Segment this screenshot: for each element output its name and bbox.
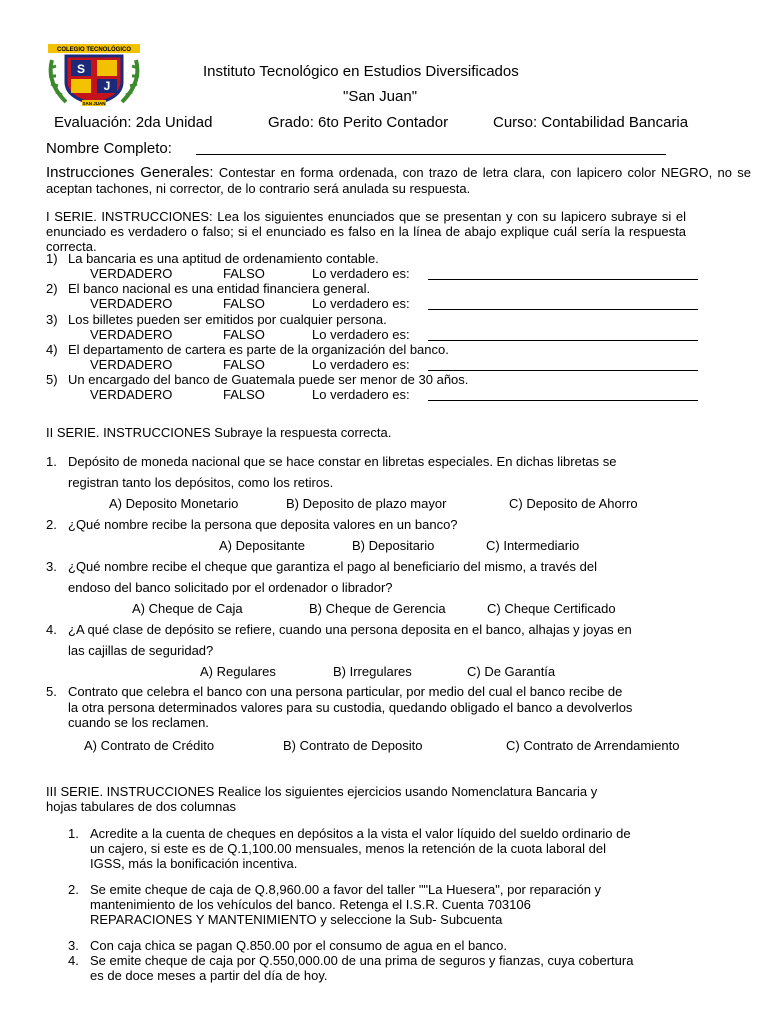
option-c[interactable]: C) Deposito de Ahorro: [509, 496, 638, 511]
serie1-item-num: 5): [46, 372, 58, 387]
true-option[interactable]: VERDADERO: [90, 357, 173, 372]
false-option[interactable]: FALSO: [223, 266, 265, 281]
svg-text:J: J: [103, 79, 111, 93]
institute-title: Instituto Tecnológico en Estudios Diversificados: [203, 63, 519, 80]
exercise-num: 3.: [68, 938, 79, 953]
serie3-instructions: hojas tabulares de dos columnas: [46, 799, 237, 814]
general-instructions: [46, 165, 751, 197]
serie1-item-text: La bancaria es una aptitud de ordenamiento contable.: [68, 251, 379, 266]
option-a[interactable]: A) Deposito Monetario: [109, 496, 239, 511]
option-b[interactable]: B) Cheque de Gerencia: [309, 601, 446, 616]
evaluation-label: Evaluación: 2da Unidad: [54, 114, 213, 131]
correct-answer-blank[interactable]: [428, 279, 698, 280]
true-option[interactable]: VERDADERO: [90, 266, 173, 281]
option-a[interactable]: A) Cheque de Caja: [132, 601, 243, 616]
option-b[interactable]: B) Contrato de Deposito: [283, 738, 423, 753]
option-b[interactable]: B) Irregulares: [333, 664, 412, 679]
serie1-item-text: El banco nacional es una entidad financiera general.: [68, 281, 371, 296]
question-text: cuando se los reclamen.: [68, 715, 209, 730]
false-option[interactable]: FALSO: [223, 357, 265, 372]
serie2-instructions: II SERIE. INSTRUCCIONES Subraye la respuesta correcta.: [46, 425, 392, 440]
question-num: 5.: [46, 684, 57, 699]
question-num: 2.: [46, 517, 57, 532]
exercise-text: mantenimiento de los vehículos del banco. Retenga el I.S.R. Cuenta 703106: [90, 897, 531, 912]
question-text: Depósito de moneda nacional que se hace constar en libretas especiales. En dichas libretas se: [68, 454, 617, 469]
svg-text:S: S: [76, 62, 86, 76]
false-option[interactable]: FALSO: [223, 296, 265, 311]
question-text: registran tanto los depósitos, como los retiros.: [68, 475, 334, 490]
exercise-text: Se emite cheque de caja de Q.8,960.00 a favor del taller ""La Huesera", por reparación y: [90, 882, 602, 897]
serie1-item-num: 3): [46, 312, 58, 327]
serie1-item-text: Los billetes pueden ser emitidos por cualquier persona.: [68, 312, 387, 327]
option-a[interactable]: A) Contrato de Crédito: [84, 738, 215, 753]
exercise-text: IGSS, más la bonificación incentiva.: [90, 856, 298, 871]
exercise-num: 4.: [68, 953, 79, 968]
serie1-item-num: 4): [46, 342, 58, 357]
serie3-instructions: III SERIE. INSTRUCCIONES Realice los siguientes ejercicios usando Nomenclatura Bancaria y: [46, 784, 598, 799]
correct-answer-blank[interactable]: [428, 340, 698, 341]
school-crest-logo: [44, 42, 144, 108]
exercise-num: 1.: [68, 826, 79, 841]
option-c[interactable]: C) Cheque Certificado: [487, 601, 616, 616]
logo-banner-text: COLEGIO TECNOLÓGICO: [56, 47, 132, 53]
question-text: endoso del banco solicitado por el ordenador o librador?: [68, 580, 393, 595]
option-c[interactable]: C) De Garantía: [467, 664, 556, 679]
false-option[interactable]: FALSO: [223, 327, 265, 342]
serie1-item-text: El departamento de cartera es parte de la organización del banco.: [68, 342, 449, 357]
true-option[interactable]: VERDADERO: [90, 327, 173, 342]
serie1-instructions: I SERIE. INSTRUCCIONES: Lea los siguientes enunciados que se presentan y con su lapicero subraye si el enunciado es verdadero o falso; si el enunciado es falso en la línea de abajo explique cuál sería la respuesta correcta.: [46, 209, 686, 254]
exercise-text: un cajero, si este es de Q.1,100.00 mensuales, menos la retención de la cuota laboral del: [90, 841, 606, 856]
serie1-item-text: Un encargado del banco de Guatemala puede ser menor de 30 años.: [68, 372, 469, 387]
question-num: 3.: [46, 559, 57, 574]
question-text: ¿Qué nombre recibe la persona que deposita valores en un banco?: [68, 517, 458, 532]
exercise-text: Con caja chica se pagan Q.850.00 por el consumo de agua en el banco.: [90, 938, 508, 953]
option-a[interactable]: A) Depositante: [219, 538, 305, 553]
option-c[interactable]: C) Intermediario: [486, 538, 580, 553]
option-b[interactable]: B) Depositario: [352, 538, 435, 553]
correct-answer-label: Lo verdadero es:: [312, 357, 410, 372]
option-b[interactable]: B) Deposito de plazo mayor: [286, 496, 447, 511]
correct-answer-label: Lo verdadero es:: [312, 387, 410, 402]
serie1-item-num: 1): [46, 251, 58, 266]
correct-answer-blank[interactable]: [428, 309, 698, 310]
exercise-text: Se emite cheque de caja por Q.550,000.00 de una prima de seguros y fianzas, cuya cobertura: [90, 953, 634, 968]
school-name: "San Juan": [343, 88, 418, 105]
correct-answer-blank[interactable]: [428, 400, 698, 401]
full-name-blank[interactable]: [196, 154, 666, 155]
course-label: Curso: Contabilidad Bancaria: [493, 114, 689, 131]
option-a[interactable]: A) Regulares: [200, 664, 276, 679]
correct-answer-label: Lo verdadero es:: [312, 266, 410, 281]
question-num: 1.: [46, 454, 57, 469]
question-text: Contrato que celebra el banco con una persona particular, por medio del cual el banco recibe de: [68, 684, 623, 699]
general-instructions-text: Contestar en forma ordenada, con trazo de letra clara, con lapicero color NEGRO, no se aceptan tachones, ni corrector, de lo contrario será anulada su respuesta.: [46, 165, 751, 196]
true-option[interactable]: VERDADERO: [90, 387, 173, 402]
question-text: ¿Qué nombre recibe el cheque que garantiza el pago al beneficiario del mismo, a través del: [68, 559, 597, 574]
question-num: 4.: [46, 622, 57, 637]
question-text: la otra persona determinados valores para su custodia, quedando obligado el banco a devolverlos: [68, 700, 633, 715]
true-option[interactable]: VERDADERO: [90, 296, 173, 311]
exercise-text: es de doce meses a partir del día de hoy.: [90, 968, 328, 983]
exercise-text: Acredite a la cuenta de cheques en depósitos a la vista el valor líquido del sueldo ordinario de: [90, 826, 631, 841]
grade-label: Grado: 6to Perito Contador: [268, 114, 449, 131]
correct-answer-blank[interactable]: [428, 370, 698, 371]
general-instructions-label: Instrucciones Generales:: [46, 164, 214, 181]
option-c[interactable]: C) Contrato de Arrendamiento: [506, 738, 680, 753]
exercise-text: REPARACIONES Y MANTENIMIENTO y seleccione la Sub- Subcuenta: [90, 912, 503, 927]
logo-bottom-text: SAN JUAN: [82, 101, 106, 106]
correct-answer-label: Lo verdadero es:: [312, 296, 410, 311]
question-text: las cajillas de seguridad?: [68, 643, 214, 658]
exercise-num: 2.: [68, 882, 79, 897]
full-name-label: Nombre Completo:: [46, 140, 172, 157]
serie1-item-num: 2): [46, 281, 58, 296]
question-text: ¿A qué clase de depósito se refiere, cuando una persona deposita en el banco, alhajas y joyas en: [68, 622, 632, 637]
false-option[interactable]: FALSO: [223, 387, 265, 402]
correct-answer-label: Lo verdadero es:: [312, 327, 410, 342]
